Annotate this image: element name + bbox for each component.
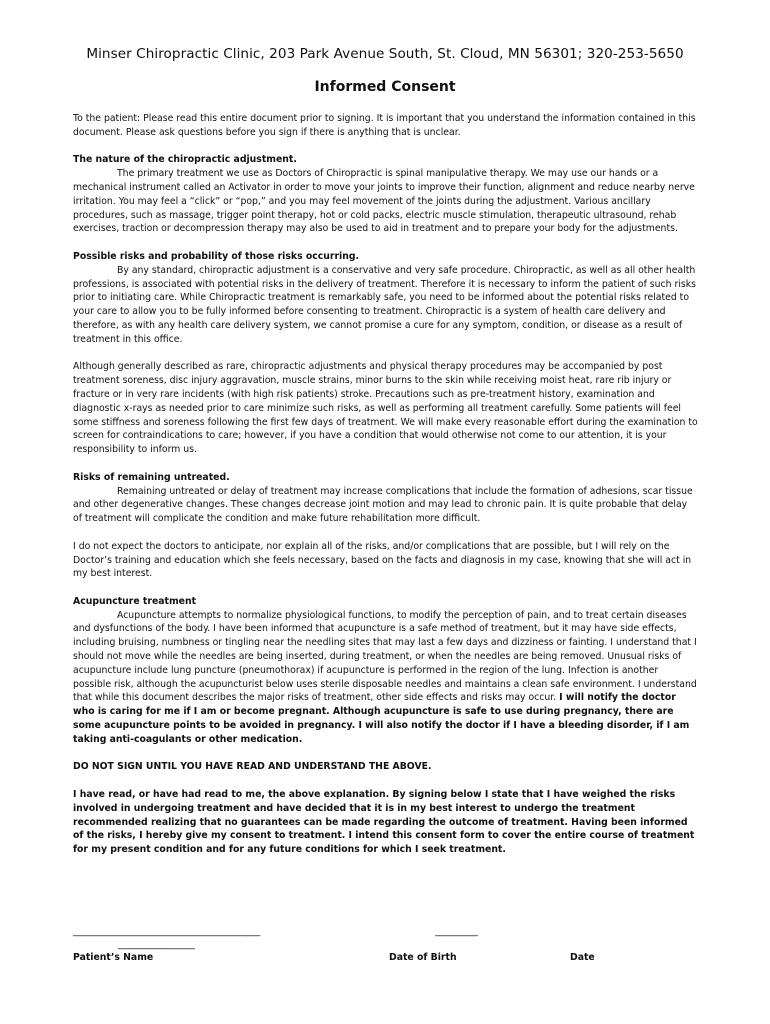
section-text-untreated-2: I do not expect the doctors to anticipate, nor explain all of the risks, and/or complications that are possible, but I will rely on the Doctor’s training and education which she feels necessary, based on the facts and diagnosis in my case, knowing that she will act in my best interest. [73,540,692,580]
patient-name-signature-line[interactable]: ____________________________________________ [73,926,260,937]
section-heading-risks: Possible risks and probability of those risks occurring. [73,250,360,262]
date-of-birth-line[interactable]: __________ [435,926,478,937]
section-text-untreated: Remaining untreated or delay of treatment may increase complications that include the formation of adhesions, scar tissue and other degenerative changes. These changes decrease joint motion and may lead to chronic pain. It is quite probable that delay of treatment will complicate the condition and make future rehabilitation more difficult. [73,485,693,525]
patient-name-signature-line-cont: __________________ [118,939,195,950]
section-text-nature: The primary treatment we use as Doctors of Chiropractic is spinal manipulative therapy. We may use our hands or a mechanical instrument called an Activator in order to move your joints to improve their function, alignment and reduce nearby nerve irritation. You may feel a “click” or “pop,” and you may feel movement of the joints during the adjustment. Various ancillary procedures, such as massage, trigger point therapy, hot or cold packs, electric muscle stimulation, therapeutic ultrasound, rehab exercises, traction or decompression therapy may also be used to aid in treatment and to prepare your body for the adjustments. [73,168,695,235]
section-text-risks: By any standard, chiropractic adjustment is a conservative and very safe procedure. Chiropractic, as well as all other health professions, is associated with potential risks in the delivery of treatment. Therefore it is necessary to inform the patient of such risks prior to initiating care. While Chiropractic treatment is remarkably safe, you need to be informed about the potential risks related to your care to allow you to be fully informed before consenting to treatment. Chiropractic is a system of health care delivery and therefore, as with any health care delivery system, we cannot promise a cure for any symptom, condition, or disease as a result of treatment in this office. [73,264,696,345]
section-heading-nature: The nature of the chiropractic adjustment. [73,154,297,166]
acupuncture-bold-text: I will notify the doctor who is caring for me if I am or become pregnant. Although acupuncture is safe to use during pregnancy, there are some acupuncture points to be avoided in pregnancy. I will also notify the doctor if I have a bleeding disorder, if I am taking anti-coagulants or other medication. [73,692,690,745]
date-label: Date [570,952,595,963]
date-of-birth-label: Date of Birth [389,952,457,963]
section-heading-untreated: Risks of remaining untreated. [73,471,230,483]
section-text-risks-2: Although generally described as rare, chiropractic adjustments and physical therapy procedures may be accompanied by post treatment soreness, disc injury aggravation, muscle strains, minor burns to the skin while receiving moist heat, rare rib injury or fracture or in very rare incidents (with high risk patients) stroke. Precautions such as pre-treatment history, examination and diagnostic x-rays as needed prior to care minimize such risks, as well as performing all treatment carefully. Some patients will feel some stiffness and soreness following the first few days of treatment. We will make every reasonable effort during the examination to screen for contraindications to care; however, if you have a condition that would otherwise not come to our attention, it is your responsibility to inform us. [73,361,698,456]
document-title: Informed Consent [314,79,456,95]
signature-area [73,926,699,976]
acupuncture-text: Acupuncture attempts to normalize physiological functions, to modify the perception of pain, and to treat certain diseases and dysfunctions of the body. I have been informed that acupuncture is a safe method of treatment, but it may have side effects, including bruising, numbness or tingling near the needling sites that may last a few days and dizziness or fainting. I understand that I should not move while the needles are being inserted, during treatment, or when the needles are being removed. Unusual risks of acupuncture include lung puncture (pneumothorax) if acupuncture is performed in the region of the lung. Infection is another possible risk, although the acupuncturist below uses sterile disposable needles and maintains a clean safe environment. I understand that while this document describes the major risks of treatment, other side effects and risks may occur. [73,609,697,704]
consent-statement: I have read, or have had read to me, the above explanation. By signing below I state that I have weighed the risks involved in undergoing treatment and have decided that it is in my best interest to undergo the treatment recommended realizing that no guarantees can be made regarding the outcome of treatment. Having been informed of the risks, I hereby give my consent to treatment. I intend this consent form to cover the entire course of treatment for my present condition and for any future conditions for which I seek treatment. [73,789,695,856]
section-text-acupuncture [73,609,699,747]
intro-paragraph: To the patient: Please read this entire document prior to signing. It is important that you understand the information contained in this document. Please ask questions before you sign if there is anything that is unclear. [73,113,696,138]
section-heading-acupuncture: Acupuncture treatment [73,595,197,607]
clinic-address-header: Minser Chiropractic Clinic, 203 Park Avenue South, St. Cloud, MN 56301; 320-253-5650 [86,46,684,62]
patient-name-label: Patient’s Name [73,952,154,963]
warning-notice: DO NOT SIGN UNTIL YOU HAVE READ AND UNDERSTAND THE ABOVE. [73,761,432,773]
document-body [73,112,699,857]
